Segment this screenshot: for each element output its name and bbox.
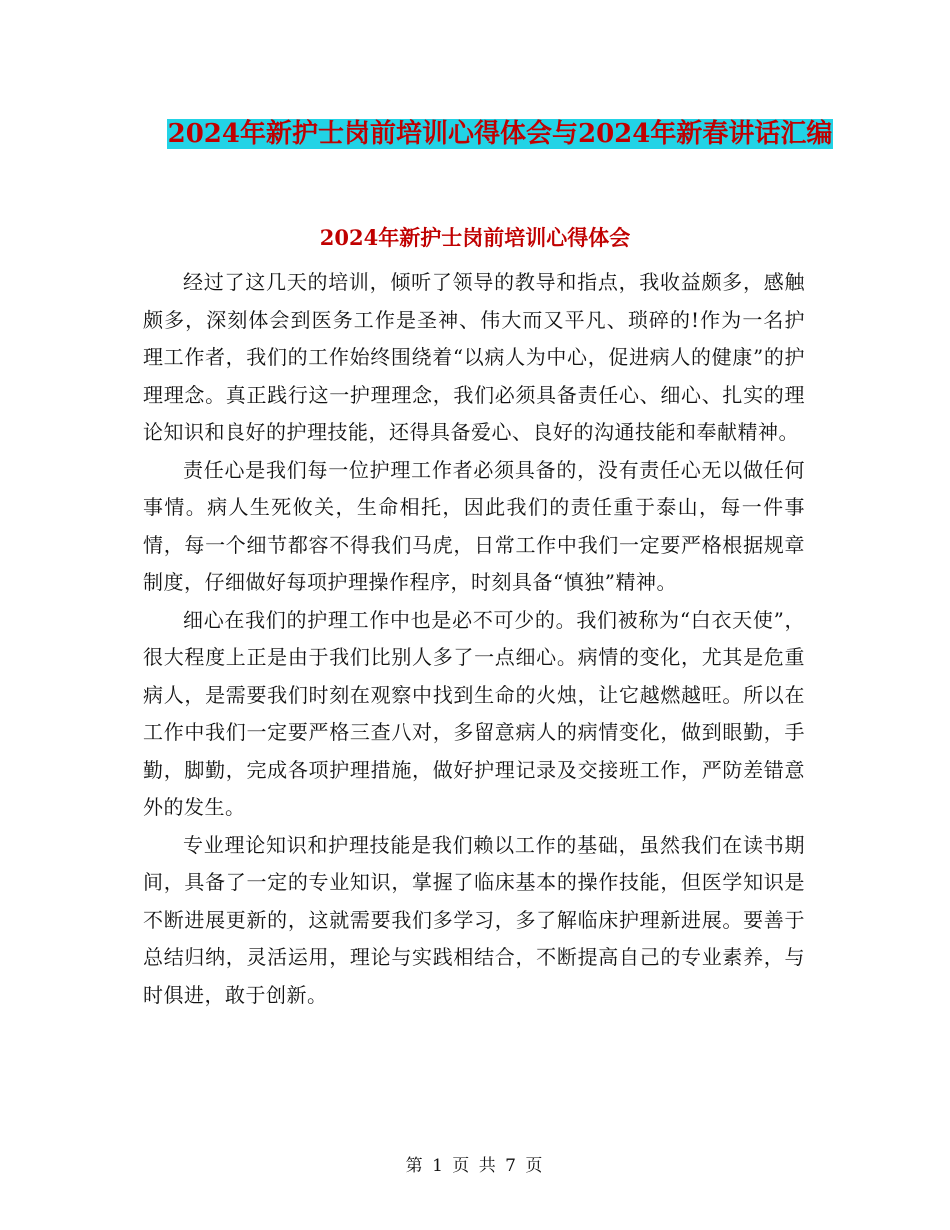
- document-title: [160, 112, 840, 156]
- document-title-text: 2024年新护士岗前培训心得体会与2024年新春讲话汇编: [167, 119, 833, 149]
- body-text: [143, 264, 805, 1014]
- section-title: 2024年新护士岗前培训心得体会: [319, 225, 631, 250]
- paragraph-3: 细心在我们的护理工作中也是必不可少的。我们被称为“白衣天使”，很大程度上正是由于我们比别人多了一点细心。病情的变化，尤其是危重病人，是需要我们时刻在观察中找到生命的火烛，让它越燃越旺。所以在工作中我们一定要严格三查八对，多留意病人的病情变化，做到眼勤，手勤，脚勤，完成各项护理措施，做好护理记录及交接班工作，严防差错意外的发生。: [143, 607, 805, 819]
- paragraph-2: 责任心是我们每一位护理工作者必须具备的，没有责任心无以做任何事情。病人生死攸关，生命相托，因此我们的责任重于泰山，每一件事情，每一个细节都容不得我们马虎，日常工作中我们一定要严格根据规章制度，仔细做好每项护理操作程序，时刻具备“慎独”精神。: [143, 457, 805, 594]
- paragraph-1: 经过了这几天的培训，倾听了领导的教导和指点，我收益颇多，感触颇多，深刻体会到医务工作是圣神、伟大而又平凡、琐碎的!作为一名护理工作者，我们的工作始终围绕着“以病人为中心，促进病人的健康”的护理理念。真正践行这一护理理念，我们必须具备责任心、细心、扎实的理论知识和良好的护理技能，还得具备爱心、良好的沟通技能和奉献精神。: [143, 270, 805, 444]
- paragraph-4: 专业理论知识和护理技能是我们赖以工作的基础，虽然我们在读书期间，具备了一定的专业知识，掌握了临床基本的操作技能，但医学知识是不断进展更新的，这就需要我们多学习，多了解临床护理新进展。要善于总结归纳，灵活运用，理论与实践相结合，不断提高自己的专业素养，与时俱进，敢于创新。: [143, 832, 805, 1007]
- page-footer: 第 1 页 共 7 页: [405, 1156, 545, 1176]
